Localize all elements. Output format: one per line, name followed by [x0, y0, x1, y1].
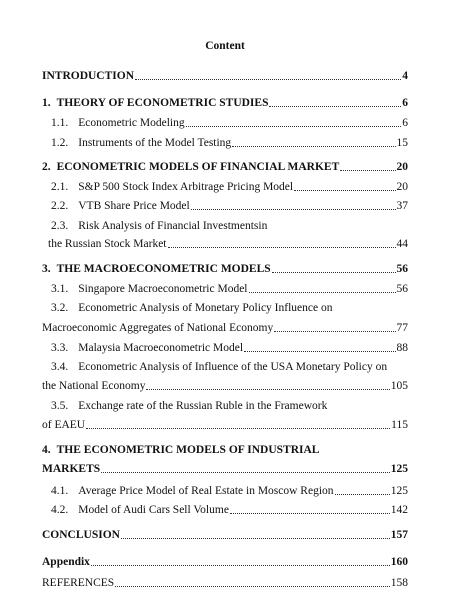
toc-entry-number: 3.4. [51, 361, 69, 373]
toc-entry-page: 142 [390, 504, 408, 516]
toc-entry-page: 157 [390, 529, 408, 541]
toc-entry-label: VTB Share Price Model [78, 200, 190, 212]
toc-entry-number: 4. [42, 444, 51, 456]
toc-entry-page: 56 [396, 263, 408, 275]
toc-entry[interactable] [51, 282, 408, 296]
toc-entry-number: 3.2. [51, 302, 69, 314]
toc-entry[interactable] [42, 576, 408, 590]
toc-entry-number: 2.2. [51, 200, 69, 212]
dot-leader [340, 169, 395, 171]
toc-entry[interactable] [42, 96, 408, 110]
toc-entry-label: Econometric Modeling [78, 117, 185, 129]
toc-entry-page: 6 [402, 97, 408, 109]
toc-entry-label: Econometric Analysis of Influence of the USA Monetary Policy on [78, 361, 388, 373]
toc-entry-page: 125 [390, 463, 408, 475]
toc-entry-label-continued: the Russian Stock Market [48, 238, 167, 250]
dot-leader [135, 78, 401, 80]
toc-entry[interactable] [51, 341, 408, 355]
toc-entry-label: INTRODUCTION [42, 70, 135, 82]
toc-entry-number: 3.3. [51, 342, 69, 354]
toc-entry-number: 3. [42, 263, 51, 275]
dot-leader [335, 493, 390, 495]
toc-entry[interactable] [51, 136, 408, 150]
dot-leader [186, 125, 402, 127]
dot-leader [274, 330, 395, 332]
toc-entry[interactable] [51, 180, 408, 194]
toc-entry-number: 1.1. [51, 117, 69, 129]
dot-leader [91, 564, 390, 566]
toc-entry-number: 3.1. [51, 283, 69, 295]
toc-entry[interactable] [42, 69, 408, 83]
toc-entry[interactable] [42, 462, 408, 476]
toc-entry[interactable] [42, 418, 408, 432]
toc-entry-label: THEORY OF ECONOMETRIC STUDIES [56, 97, 269, 109]
toc-entry-label: REFERENCES [42, 577, 115, 589]
dot-leader [269, 105, 401, 107]
toc-entry-label: Average Price Model of Real Estate in Moscow Region [78, 485, 334, 497]
toc-entry[interactable] [48, 237, 408, 251]
toc-entry-number: 4.1. [51, 485, 69, 497]
toc-entry-page: 20 [396, 181, 408, 193]
toc-entry-number: 2.1. [51, 181, 69, 193]
page-title: Content [205, 40, 245, 52]
toc-entry[interactable] [42, 160, 408, 174]
toc-entry-label: THE MACROECONOMETRIC MODELS [56, 263, 271, 275]
toc-entry-number: 2. [42, 161, 51, 173]
toc-entry[interactable] [51, 503, 408, 517]
dot-leader [272, 271, 396, 273]
toc-entry-page: 15 [396, 137, 408, 149]
dot-leader [232, 145, 395, 147]
toc-entry-page: 77 [396, 322, 408, 334]
dot-leader [146, 388, 389, 390]
toc-entry-label: Model of Audi Cars Sell Volume [78, 504, 229, 516]
toc-entry-page: 56 [396, 283, 408, 295]
toc-entry-label: Exchange rate of the Russian Ruble in the Framework [78, 400, 328, 412]
toc-entry-label-continued: of EAEU [42, 419, 86, 431]
toc-entry[interactable] [42, 555, 408, 569]
toc-entry[interactable] [51, 199, 408, 213]
toc-entry-label: CONCLUSION [42, 529, 120, 541]
dot-leader [101, 471, 390, 473]
dot-leader [294, 189, 395, 191]
toc-entry-number: 1. [42, 97, 51, 109]
toc-entry[interactable] [42, 262, 408, 276]
toc-entry-label-continued: MARKETS [42, 463, 101, 475]
toc-entry-label: Appendix [42, 556, 90, 568]
toc-entry-number: 3.5. [51, 400, 69, 412]
toc-entry-page: 115 [391, 419, 408, 431]
toc-entry-page: 20 [396, 161, 408, 173]
toc-entry-page: 158 [390, 577, 408, 589]
dot-leader [230, 512, 390, 514]
toc-entry-number: 1.2. [51, 137, 69, 149]
toc-entry-page: 88 [396, 342, 408, 354]
toc-entry-page: 105 [390, 380, 408, 392]
dot-leader [115, 585, 390, 587]
toc-entry-number: 2.3. [51, 220, 69, 232]
dot-leader [244, 350, 395, 352]
toc-entry-label-continued: the National Economy [42, 380, 146, 392]
toc-entry-label: Instruments of the Model Testing [78, 137, 232, 149]
dot-leader [249, 291, 396, 293]
dot-leader [121, 537, 390, 539]
toc-entry[interactable] [42, 528, 408, 542]
toc-entry[interactable] [51, 484, 408, 498]
toc-entry-label: Singapore Macroeconometric Model [78, 283, 248, 295]
toc-entry-label: THE ECONOMETRIC MODELS OF INDUSTRIAL [56, 444, 320, 456]
toc-entry-line [51, 219, 267, 233]
toc-entry-label: Risk Analysis of Financial Investmentsin [78, 220, 268, 232]
toc-entry-page: 44 [396, 238, 408, 250]
toc-entry-page: 37 [396, 200, 408, 212]
toc-entry-label: Malaysia Macroeconometric Model [78, 342, 244, 354]
toc-entry-line [51, 301, 332, 315]
toc-entry-line [51, 360, 387, 374]
toc-entry-page: 160 [390, 556, 408, 568]
toc-entry-page: 6 [402, 117, 408, 129]
toc-entry[interactable] [51, 116, 408, 130]
toc-entry-label: Econometric Analysis of Monetary Policy Influence on [78, 302, 333, 314]
dot-leader [191, 208, 396, 210]
dot-leader [168, 246, 396, 248]
toc-entry-line [51, 399, 327, 413]
toc-entry[interactable] [42, 321, 408, 335]
toc-entry-label-continued: Macroeconomic Aggregates of National Economy [42, 322, 274, 334]
toc-entry-page: 4 [402, 70, 408, 82]
toc-entry-line [42, 443, 319, 457]
dot-leader [86, 427, 390, 429]
toc-entry-number: 4.2. [51, 504, 69, 516]
toc-entry-page: 125 [390, 485, 408, 497]
toc-entry-label: ECONOMETRIC MODELS OF FINANCIAL MARKET [56, 161, 340, 173]
toc-entry[interactable] [42, 379, 408, 393]
toc-entry-label: S&P 500 Stock Index Arbitrage Pricing Model [78, 181, 294, 193]
